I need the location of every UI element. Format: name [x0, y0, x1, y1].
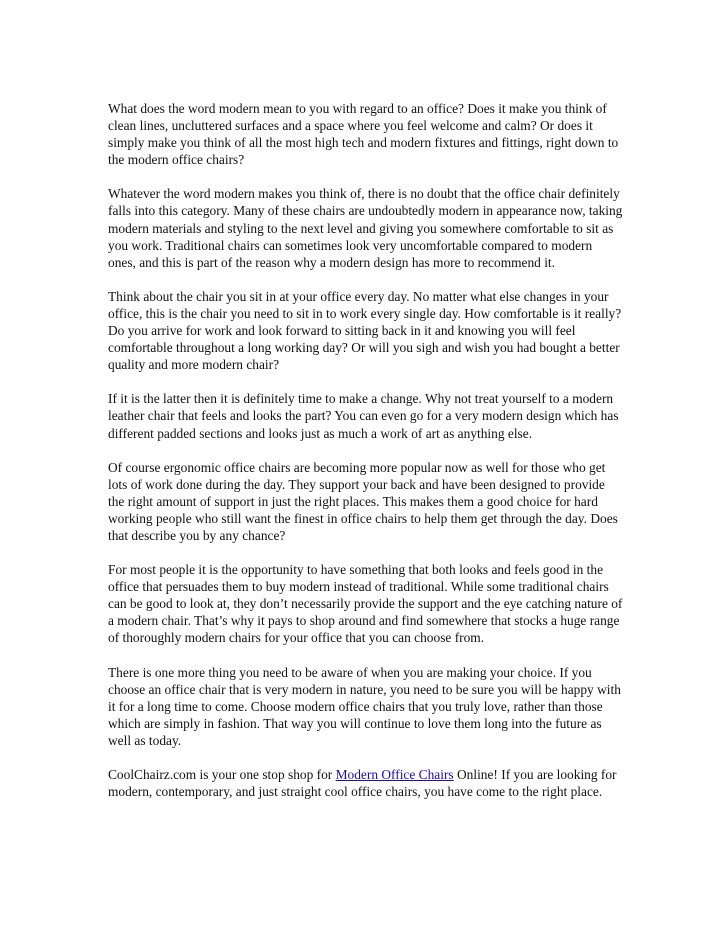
- paragraph-3: Think about the chair you sit in at your office every day. No matter what else changes in your office, this is the chair you need to sit in to work every single day. How comfortable is it really? Do you arrive for work and look forward to sitting back in it and knowing you will feel comfortable throughout a long working day? Or will you sigh and wish you had bought a better quality and more modern chair?: [108, 288, 622, 373]
- paragraph-5: Of course ergonomic office chairs are becoming more popular now as well for those who get lots of work done during the day. They support your back and have been designed to provide the right amount of support in just the right places. This makes them a good choice for hard working people who still want the finest in office chairs to help them get through the day. Does that describe you by any chance?: [108, 459, 618, 543]
- paragraph-1: What does the word modern mean to you with regard to an office? Does it make you think of clean lines, uncluttered surfaces and a space where you feel welcome and calm? Or does it simply make you think of all the most high tech and modern fixtures and fittings, right down to the modern office chairs?: [108, 101, 619, 168]
- paragraph-7: There is one more thing you need to be aware of when you are making your choice. If you choose an office chair that is very modern in nature, you need to be sure you will be happy with it for a long time to come. Choose modern office chairs that you truly love, rather than those which are simply in fashion. That way you will continue to love them long into the future as well as today.: [108, 664, 621, 748]
- document-page: [108, 100, 623, 817]
- closing-paragraph: [108, 766, 623, 800]
- closing-text-after-link: Online! If you are looking for modern, contemporary, and just straight cool office chairs, you have come to the right place.: [108, 767, 617, 800]
- closing-text-before-link: CoolChairz.com is your one stop shop for: [108, 767, 336, 782]
- modern-office-chairs-link[interactable]: Modern Office Chairs: [335, 767, 454, 782]
- paragraph-4: If it is the latter then it is definitely time to make a change. Why not treat yourself to a modern leather chair that feels and looks the part? You can even go for a very modern design which has different padded sections and looks just as much a work of art as anything else.: [108, 391, 619, 441]
- paragraph-6: For most people it is the opportunity to have something that both looks and feels good in the office that persuades them to buy modern instead of traditional. While some traditional chairs can be good to look at, they don’t necessarily provide the support and the eye catching nature of a modern chair. That’s why it pays to shop around and find somewhere that stocks a huge range of thoroughly modern chairs for your office that you can choose from.: [108, 562, 623, 646]
- paragraph-2: Whatever the word modern makes you think of, there is no doubt that the office chair definitely falls into this category. Many of these chairs are undoubtedly modern in appearance now, taking modern materials and styling to the next level and giving you somewhere comfortable to sit as you work. Traditional chairs can sometimes look very uncomfortable compared to modern ones, and this is part of the reason why a modern design has more to recommend it.: [108, 186, 623, 270]
